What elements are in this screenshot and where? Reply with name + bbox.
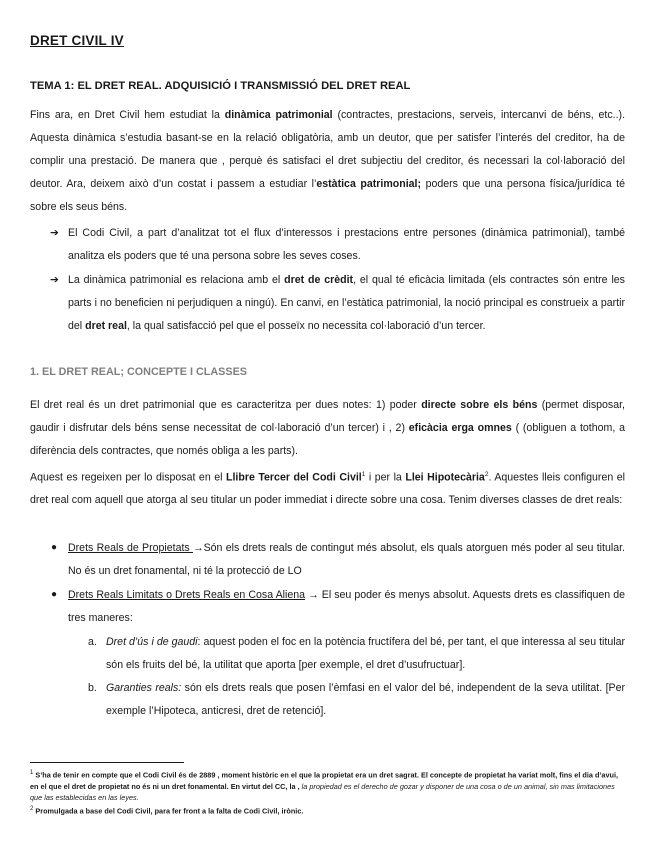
- footnote-1-marker: 1: [30, 770, 34, 776]
- footnote-1-text: S’ha de tenir en compte que el Codi Civil és de 2889 , moment històric en el que la propietat era un dret sagrat. El concepte de propietat ha variat molt, fins el dia d’avui, en el que el dret de propietat no és ni un dret fonamental. En virtut del CC, la ,: [30, 770, 619, 791]
- sub-item: [30, 677, 625, 723]
- bullet-list: [30, 537, 625, 723]
- intro-text: poders que una persona física/jurídica té sobre els seus béns.: [30, 177, 626, 213]
- intro-text: (contractes, prestacions, serveis, intercanvi de béns, etc..). Aquesta dinàmica s’estudia basant-se en la relació obligatòria, amb un deutor, que per satisfer l’interés del creditor, ha de complir una prestació. De manera que , perquè és satisfaci el dret subjectiu del creditor, és necessari la col·laboració del deutor. Ara, deixem això d’un costat i passem a estudiar l’: [30, 109, 626, 190]
- footnote-2-marker: 2: [30, 805, 34, 812]
- arrow-right-icon: ➔: [50, 273, 59, 286]
- arrow-glyph: →: [305, 588, 322, 601]
- section-paragraph-2: [30, 464, 625, 512]
- paragraph-text: . Aquestes lleis configuren el dret real com aquell que atorga al seu titular un poder immediat i directe sobre una cosa. Tenim diverses classes de dret reals:: [30, 471, 626, 507]
- arrow-item-text: , la qual satisfacció pel que el posseïx no necessita col·laboració d’un tercer.: [126, 319, 486, 332]
- bullet-label: Drets Reals de Propietats: [68, 542, 193, 554]
- paragraph-text: (permet disposar, gaudir i disfrutar dels béns sense necessitat de col·laboració d’un tercer) i , 2): [30, 399, 625, 434]
- intro-bold-estatica: estàtica patrimonial;: [316, 177, 422, 190]
- bold-llibre-tercer: Llibre Tercer del Codi Civil: [226, 471, 362, 484]
- bullet-item: [30, 584, 625, 630]
- document-title: DRET CIVIL IV: [30, 33, 124, 48]
- bold-directe: directe sobre els béns: [421, 399, 538, 411]
- bold-dret-credit: dret de crèdit: [284, 273, 354, 286]
- arrow-item-text: La dinàmica patrimonial es relaciona amb el: [68, 273, 285, 286]
- paragraph-text: El dret real és un dret patrimonial que es caracteritza per dues notes: 1) poder: [30, 399, 422, 411]
- footnote-ref-1[interactable]: 1: [361, 471, 366, 478]
- footnote-1-quote: la propiedad es el derecho de gozar y disponer de una cosa o de un animal, sin mas limitaciones que las establecidas en las leyes.: [30, 781, 615, 803]
- paragraph-text: ( (obliguen a tothom, a diferència dels contractes, que només obliga a les parts).: [30, 421, 625, 457]
- sub-item-marker: b.: [88, 682, 97, 695]
- arrow-item-text: , el qual té eficàcia limitada (els contractes són entre les parts i no beneficien ni perjudiquen a ningú). En canvi, en l’estàtica patrimonial, la noció principal es construeix a partir del: [68, 273, 625, 332]
- bold-llei-hipotecaria: Llei Hipotecària: [405, 471, 485, 484]
- paragraph-text: Aquest es regeixen per lo disposat en el: [30, 471, 226, 484]
- intro-bold-dinamica: dinàmica patrimonial: [224, 109, 333, 121]
- bullet-dot-icon: ●: [51, 542, 58, 553]
- sub-item-text: : aquest poden el foc en la potència fructífera del bé, per tant, el que interessa al seu titular són els fruits del bé, la utilitat que aporta [per exemple, el dret d’usufructuar].: [106, 635, 626, 671]
- intro-text: Fins ara, en Dret Civil hem estudiat la: [30, 109, 225, 121]
- footnote-2-text: Promulgada a base del Codi Civil, para fer front a la falta de Codi Civil, irònic.: [35, 806, 304, 816]
- footnote-1: [30, 768, 625, 804]
- arrow-item: [30, 222, 625, 268]
- bullet-dot-icon: ●: [51, 588, 58, 600]
- bullet-label: Drets Reals Limitats o Drets Reals en Cosa Aliena: [68, 588, 306, 601]
- section-paragraph-1: [30, 394, 625, 463]
- sub-item: [30, 631, 625, 677]
- sub-item-label: Garanties reals:: [106, 682, 182, 695]
- footnote-divider: [30, 762, 184, 763]
- paragraph-text: i per la: [365, 471, 406, 484]
- footnotes: [30, 768, 625, 817]
- topic-title: TEMA 1: EL DRET REAL. ADQUISICIÓ I TRANSMISSIÓ DEL DRET REAL: [30, 80, 411, 92]
- arrow-right-icon: ➔: [50, 227, 59, 239]
- section-heading: 1. EL DRET REAL; CONCEPTE I CLASSES: [30, 366, 247, 378]
- sub-item-text: són els drets reals que posen l’èmfasi en el valor del bé, independent de la seva utilitat. [Per exemple l’Hipoteca, anticresi, dret de retenció].: [106, 682, 625, 718]
- bullet-item: [30, 537, 625, 583]
- arrow-list: [30, 222, 625, 338]
- bullet-text: Són els drets reals de contingut més absolut, els quals atorguen més poder al seu titular. No és un dret fonamental, ni té la protecció de LO: [68, 542, 625, 577]
- intro-paragraph: [30, 104, 625, 219]
- footnote-ref-2[interactable]: 2: [484, 471, 489, 478]
- bullet-text: El seu poder és menys absolut. Aquests drets es classifiquen de tres maneres:: [68, 588, 625, 624]
- bold-dret-real: dret real: [85, 319, 127, 332]
- bold-erga-omnes: eficàcia erga omnes: [408, 421, 512, 434]
- footnote-2: [30, 804, 625, 817]
- arrow-item-text: El Codi Civil, a part d’analitzat tot el flux d’interessos i prestacions entre persones (dinàmica patrimonial), també analitza els poders que té una persona sobre les seves coses.: [68, 227, 625, 262]
- arrow-glyph: →: [193, 542, 204, 554]
- sub-item-label: Dret d’ús i de gaudi: [106, 635, 198, 648]
- arrow-item: [30, 269, 625, 338]
- sub-item-marker: a.: [88, 635, 97, 648]
